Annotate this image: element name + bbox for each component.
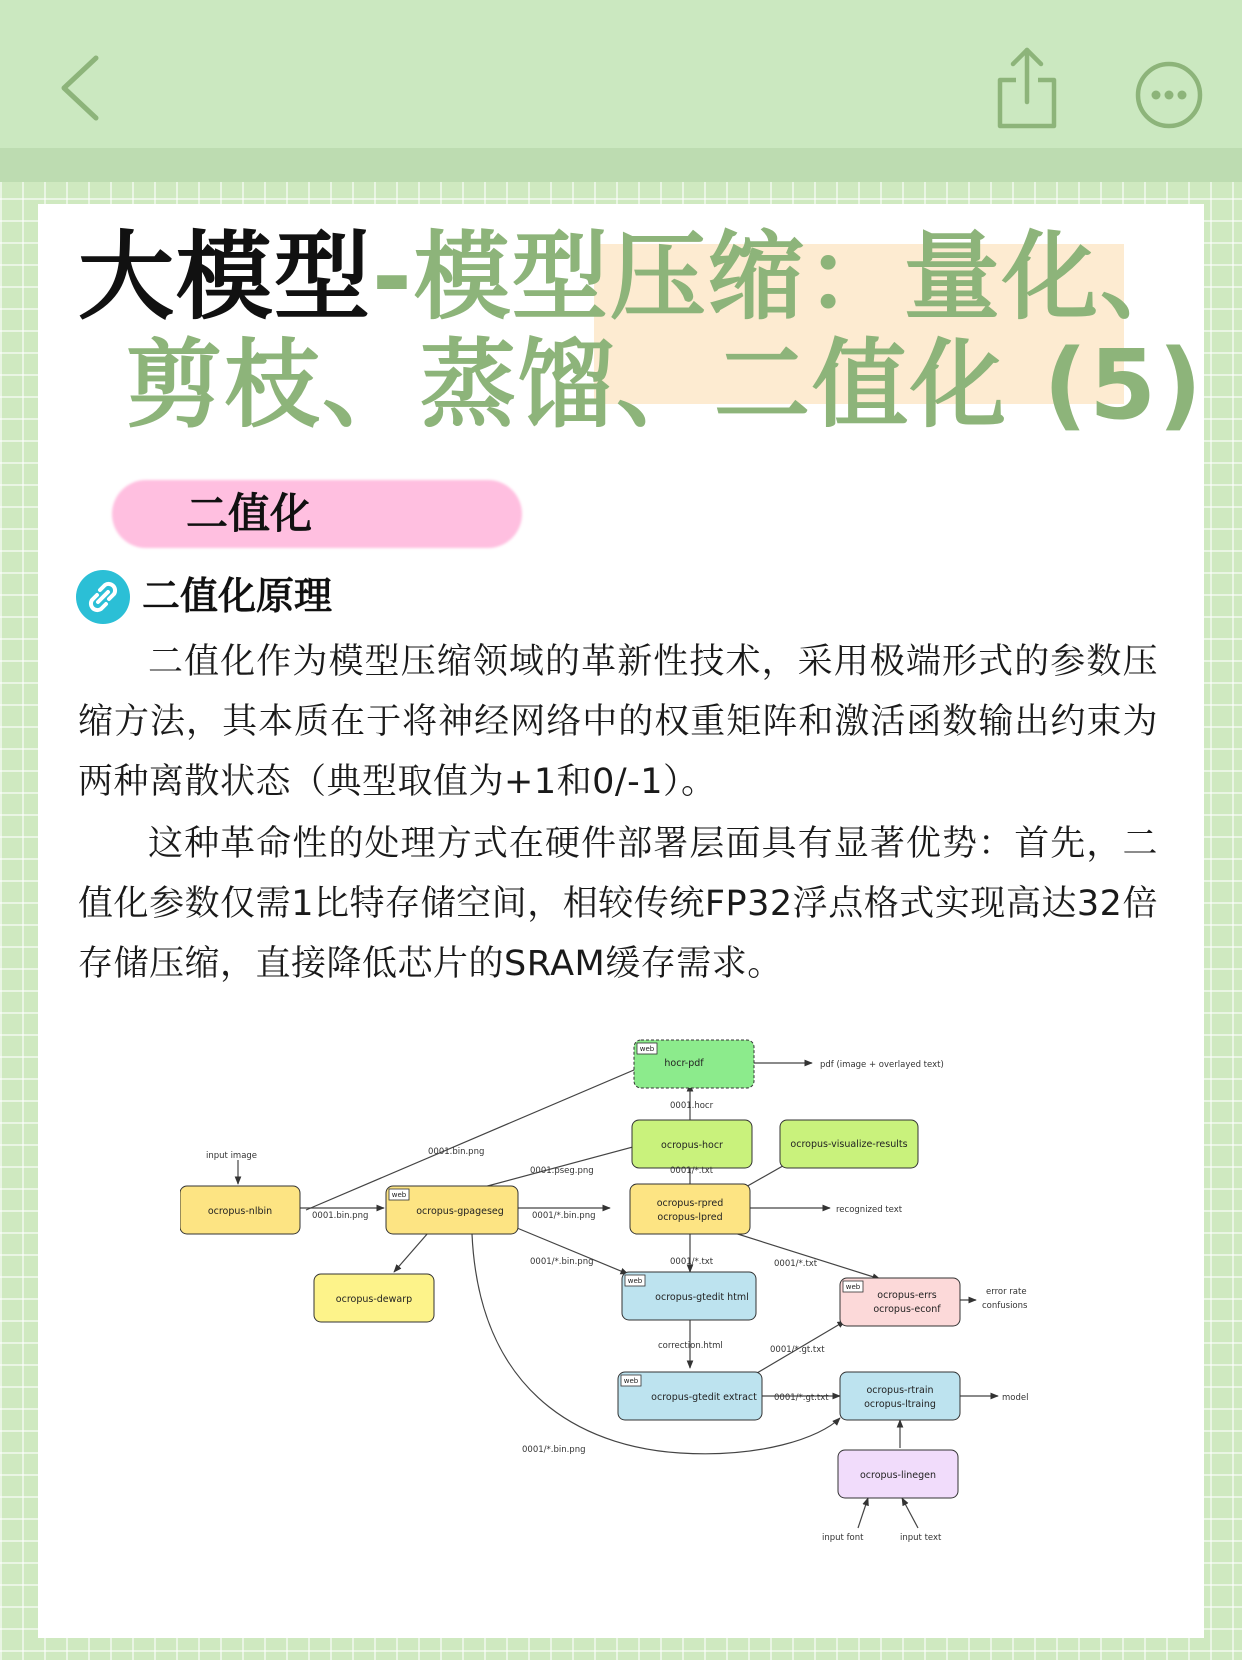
svg-text:ocropus-gtedit extract: ocropus-gtedit extract — [651, 1392, 757, 1403]
more-options-icon[interactable] — [1134, 60, 1204, 130]
svg-text:0001.pseg.png: 0001.pseg.png — [530, 1166, 594, 1176]
svg-text:ocropus-gpageseg: ocropus-gpageseg — [416, 1206, 504, 1217]
paragraph-2: 这种革命性的处理方式在硬件部署层面具有显著优势：首先，二值化参数仅需1比特存储空间，相较传统FP32浮点格式实现高达32倍存储压缩，直接降低芯片的SRAM缓存需求。 — [78, 824, 1158, 984]
svg-text:input text: input text — [900, 1533, 942, 1543]
node-ocropus-visualize-results — [780, 1120, 918, 1168]
svg-text:0001/*.gt.txt: 0001/*.gt.txt — [770, 1345, 825, 1355]
svg-text:web: web — [639, 1045, 655, 1053]
link-icon — [76, 570, 130, 624]
svg-text:0001/*.gt.txt: 0001/*.gt.txt — [774, 1393, 829, 1403]
subsection-title: 二值化原理 — [142, 574, 333, 618]
svg-text:ocropus-hocr: ocropus-hocr — [661, 1140, 723, 1151]
svg-text:ocropus-ltraing: ocropus-ltraing — [864, 1399, 936, 1410]
node-ocropus-hocr — [632, 1120, 752, 1168]
svg-text:0001.bin.png: 0001.bin.png — [428, 1147, 485, 1157]
svg-text:0001/*.txt: 0001/*.txt — [774, 1259, 818, 1269]
svg-text:0001/*.bin.png: 0001/*.bin.png — [522, 1445, 586, 1455]
svg-text:model: model — [1002, 1393, 1029, 1403]
svg-text:0001/*.txt: 0001/*.txt — [670, 1166, 714, 1176]
svg-text:0001/*.bin.png: 0001/*.bin.png — [532, 1211, 596, 1221]
paragraph-1: 二值化作为模型压缩领域的革新性技术，采用极端形式的参数压缩方法，其本质在于将神经网络中的权重矩阵和激活函数输出约束为两种离散状态（典型取值为+1和0/-1）。 — [78, 642, 1158, 802]
svg-text:web: web — [391, 1191, 407, 1199]
node-ocropus-gpageseg — [386, 1186, 518, 1234]
node-ocropus-linegen — [838, 1450, 958, 1498]
svg-text:web: web — [845, 1283, 861, 1291]
section-highlight — [112, 480, 522, 548]
title-black-part: 大模型 — [78, 221, 372, 333]
svg-text:ocropus-gtedit html: ocropus-gtedit html — [655, 1292, 749, 1303]
svg-text:ocropus-rtrain: ocropus-rtrain — [866, 1385, 934, 1396]
section-heading: 二值化 — [186, 489, 313, 538]
svg-text:input font: input font — [822, 1533, 864, 1543]
svg-text:ocropus-nlbin: ocropus-nlbin — [207, 1206, 273, 1217]
svg-text:ocropus-rpred: ocropus-rpred — [656, 1198, 724, 1209]
node-ocropus-dewarp — [314, 1274, 434, 1322]
svg-text:correction.html: correction.html — [658, 1341, 723, 1351]
svg-text:web: web — [627, 1277, 643, 1285]
svg-text:error rate: error rate — [986, 1287, 1027, 1297]
top-bar-shadow-strip — [0, 148, 1242, 182]
svg-text:input image: input image — [206, 1151, 258, 1161]
svg-text:recognized text: recognized text — [836, 1205, 903, 1215]
svg-text:ocropus-errs: ocropus-errs — [877, 1290, 937, 1301]
node-ocropus-gtedit-extract — [618, 1372, 762, 1420]
svg-text:ocropus-econf: ocropus-econf — [873, 1304, 941, 1315]
svg-text:hocr-pdf: hocr-pdf — [664, 1058, 704, 1069]
node-ocropus-rtrain — [840, 1372, 960, 1420]
ocropus-pipeline-diagram — [180, 1008, 1100, 1598]
svg-text:0001.bin.png: 0001.bin.png — [312, 1211, 369, 1221]
page-title-line-1 — [78, 222, 1198, 332]
node-ocropus-nlbin — [180, 1186, 300, 1234]
svg-text:0001.hocr: 0001.hocr — [670, 1101, 714, 1111]
page-title-line-2: 剪枝、蒸馏、二值化 (5) — [126, 329, 1204, 441]
svg-text:confusions: confusions — [982, 1301, 1028, 1311]
svg-text:web: web — [623, 1377, 639, 1385]
svg-text:ocropus-visualize-results: ocropus-visualize-results — [790, 1139, 908, 1150]
svg-text:0001/*.txt: 0001/*.txt — [670, 1257, 714, 1267]
node-ocropus-errs — [840, 1278, 960, 1326]
title-green-part-1: -模型压缩：量化、 — [372, 221, 1198, 333]
node-ocropus-rpred — [630, 1184, 750, 1234]
svg-text:ocropus-linegen: ocropus-linegen — [859, 1470, 937, 1481]
node-hocr-pdf — [634, 1040, 754, 1088]
svg-text:ocropus-dewarp: ocropus-dewarp — [335, 1294, 413, 1305]
svg-text:pdf (image + overlayed text): pdf (image + overlayed text) — [820, 1060, 944, 1070]
svg-text:ocropus-lpred: ocropus-lpred — [657, 1212, 723, 1223]
back-arrow-icon[interactable] — [56, 52, 106, 124]
svg-text:0001/*.bin.png: 0001/*.bin.png — [530, 1257, 594, 1267]
share-icon[interactable] — [996, 44, 1058, 130]
node-ocropus-gtedit-html — [622, 1272, 756, 1320]
